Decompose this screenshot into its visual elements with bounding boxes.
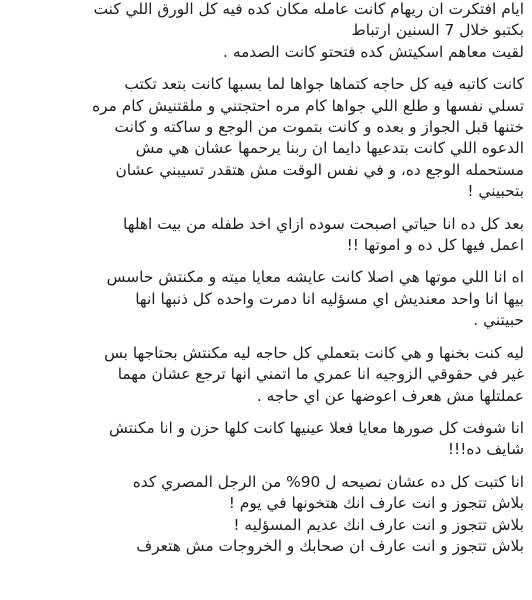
text-line: اعمل فيها كل ده و اموتها !! xyxy=(346,236,524,255)
text-line: ايام افتكرت ان ريهام كانت عامله مكان كده فيه كل الورق اللي كنت xyxy=(93,0,524,18)
paragraph xyxy=(6,214,524,257)
text-line: الدعوه اللي كانت بتدعيها دايما ان ربنا يرحمها عشان هي مش xyxy=(135,139,524,158)
text-line: بلاش تتجوز و انت عارف ان صحابك و الخروجات مش هتعرف xyxy=(136,536,524,555)
text-line: تسلي نفسها و طلع اللي جواها كام مره احتجتني و ملقتنيش كام مره xyxy=(92,96,524,115)
text-line: بيها انا واحد معنديش اي مسؤليه انا دمرت واحده كل ذنبها انها xyxy=(135,289,524,308)
text-line: ختنها قبل الجواز و بعده و كانت بتموت من الوجع و ساكته و كانت xyxy=(114,118,524,137)
text-line: لقيت معاهم اسكيتش كده فتحتو كانت الصدمه . xyxy=(223,42,524,61)
paragraph xyxy=(6,74,524,202)
text-line: غير في حقوقي الزوجيه انا عمري ما اتمني انها ترجع عشان مهما xyxy=(117,365,524,384)
text-line: انا كتبت كل ده عشان نصيحه ل 90% من الرجل المصري كده xyxy=(132,472,524,491)
text-line: بلاش تتجوز و انت عارف انك عديم المسؤليه ! xyxy=(233,515,524,534)
text-line: انا شوفت كل صورها معايا فعلا عينيها كانت كلها حزن و انا مكنتش xyxy=(109,418,524,437)
text-line: بكتبو خلال 7 السنين ارتباط xyxy=(351,21,524,40)
text-line: بلاش تتجوز و انت عارف انك هتخونها في يوم ! xyxy=(228,494,524,513)
post-body xyxy=(6,0,524,568)
paragraph xyxy=(6,343,524,407)
text-line: ليه كنت بخنها و هي كانت بتعملي كل حاجه ليه مكنتش بحتاجها بس xyxy=(104,343,524,362)
text-line: اه انا اللي موتها هي اصلا كانت عايشه معايا ميته و مكنتش حاسس xyxy=(106,268,524,287)
text-line: مستحمله الوجع ده، و في نفس الوقت مش هتقدر تسيبني عشان xyxy=(115,160,524,179)
text-line: بعد كل ده انا حياتي اصبحت سوده ازاي اخد طفله من بيت اهلها xyxy=(123,214,524,233)
text-line: حبيتني . xyxy=(473,311,524,330)
text-line: عملتلها مش هعرف اعوضها عن اي حاجه . xyxy=(256,386,524,405)
paragraph xyxy=(6,267,524,331)
paragraph xyxy=(6,472,524,558)
text-line: كانت كاتبه فيه كل حاجه كتماها جواها لما بسبها كانت بتعد تكتب xyxy=(124,75,524,94)
paragraph xyxy=(6,0,524,63)
text-line: شايف ده!!! xyxy=(447,440,524,459)
text-line: بتحبيني ! xyxy=(467,182,524,201)
paragraph xyxy=(6,418,524,461)
